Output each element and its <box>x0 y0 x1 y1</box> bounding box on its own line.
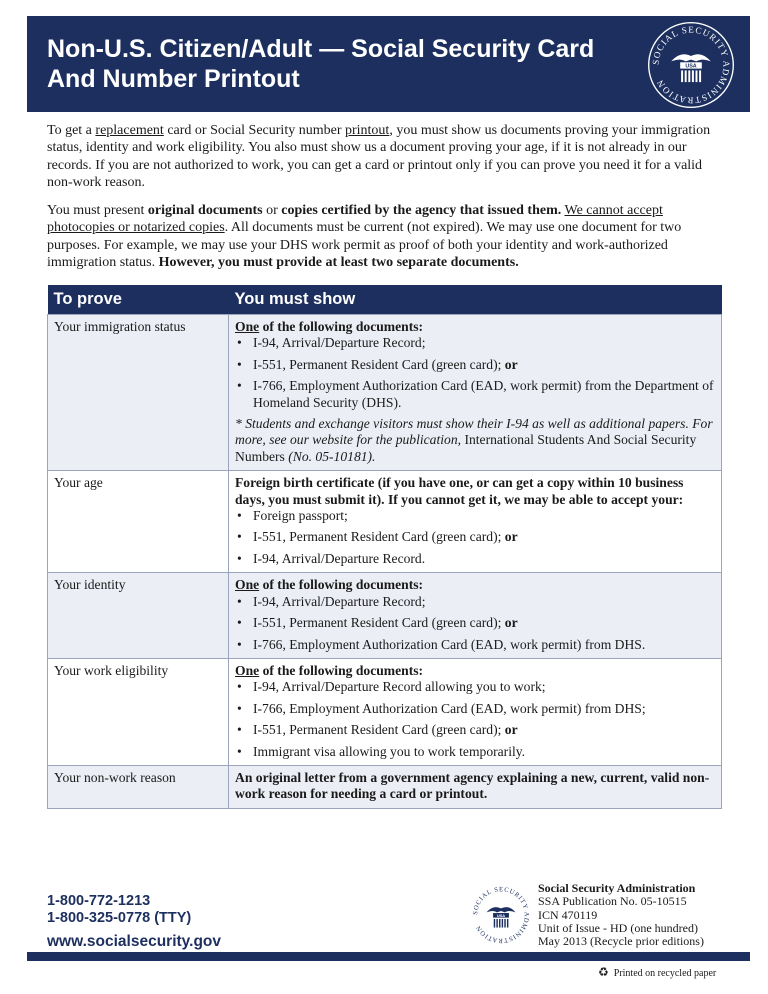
header-banner <box>27 16 750 112</box>
row-label: Your work eligibility <box>48 658 229 765</box>
footer-bar <box>27 952 750 961</box>
table-row-immigration-status <box>48 315 722 471</box>
recycle-icon: ♻ <box>598 965 609 979</box>
list-item: • Foreign passport; <box>235 508 715 524</box>
intro-paragraph-1: To get a replacement card or Social Security number printout, you must show us documents proving your immigration status, identity and work eligibility. You also must show us a document proving your age, if it is not already in our records. If you are not authorized to work, you can get a card or printout only if you can prove you need it for a valid non-work reason. <box>47 123 711 190</box>
list-item: • I-94, Arrival/Departure Record. <box>235 551 715 567</box>
row-label: Your immigration status <box>48 315 229 471</box>
tty-phone-number: 1-800-325-0778 (TTY) <box>47 910 192 926</box>
row-requirements: One of the following documents: • I-94, Arrival/Departure Record; • I-551, Permanent Resident Card (green card); or • I-766, Employment Authorization Card (EAD, work permit) from DHS. <box>229 573 722 659</box>
page-title: Non-U.S. Citizen/Adult — Social Security Card And Number Printout <box>47 35 595 93</box>
ssa-seal-icon <box>646 20 736 110</box>
row-requirements: An original letter from a government agency explaining a new, current, valid non-work reason for needing a card or printout. <box>229 765 722 808</box>
row-label: Your age <box>48 471 229 573</box>
list-item: • I-766, Employment Authorization Card (EAD, work permit) from DHS. <box>235 637 715 653</box>
seal-badge-text: USA <box>685 63 697 70</box>
list-item: • I-94, Arrival/Departure Record; <box>235 594 715 610</box>
row-requirements: Foreign birth certificate (if you have one, or can get a copy within 10 business days, you must submit it). If you cannot get it, we may be able to accept your: • Foreign passport; • I-551, Permanent Resident Card (green card); or • I-94, Arrival/Departure Record. <box>229 471 722 573</box>
table-row-work-eligibility <box>48 658 722 765</box>
document-list <box>235 679 715 760</box>
no-photocopies-notice: We cannot accept photocopies or notarized copies <box>47 203 663 236</box>
student-note: * Students and exchange visitors must show their I-94 as well as additional papers. For more, see our website for the publication, International Students And Social Security Numbers (No. 05-10181). <box>235 416 713 464</box>
row-label: Your identity <box>48 573 229 659</box>
replacement-term: replacement <box>95 123 164 138</box>
row-requirements: One of the following documents: • I-94, Arrival/Departure Record allowing you to work; • I-766, Employment Authorization Card (EAD, work permit) from DHS; • I-551, Permanent Resident Card (green card); or • Immigrant visa allowing you to work temporarily. <box>229 658 722 765</box>
recycled-note: ♻ Printed on recycled paper <box>598 965 717 979</box>
publication-number: SSA Publication No. 05-10515 <box>538 894 687 909</box>
list-item: • I-551, Permanent Resident Card (green card); or <box>235 722 715 738</box>
ssa-seal-small-icon <box>468 882 534 948</box>
publication-title: International Students And Social Security Numbers <box>235 432 697 464</box>
publication-info <box>538 882 704 948</box>
table-row-identity <box>48 573 722 659</box>
column-header-to-prove: To prove <box>48 285 229 315</box>
list-item: • I-766, Employment Authorization Card (EAD, work permit) from DHS; <box>235 701 715 717</box>
column-header-you-must-show: You must show <box>229 285 722 315</box>
row-label: Your non-work reason <box>48 765 229 808</box>
phone-number: 1-800-772-1213 <box>47 893 151 909</box>
two-documents-requirement: However, you must provide at least two separate documents. <box>158 254 519 270</box>
intro-paragraph-2: You must present original documents or copies certified by the agency that issued them. We cannot accept photocopies or notarized copies. All documents must be current (not expired). We may use one document for two purposes. For example, we may use your DHS work permit as proof of both your identity and work-authorized immigration status. However, you must provide at least two separate documents. <box>47 203 682 270</box>
seal-badge-text: USA <box>496 912 506 918</box>
seal-ring-text: SOCIAL SECURITY ADMINISTRATION <box>472 886 530 944</box>
contact-info <box>47 893 221 952</box>
icn-number: ICN 470119 <box>538 907 598 922</box>
list-item: • I-551, Permanent Resident Card (green card); or <box>235 357 715 373</box>
list-item: • I-551, Permanent Resident Card (green card); or <box>235 529 715 545</box>
list-item: • I-766, Employment Authorization Card (EAD, work permit) from the Department of Homeland Security (DHS). <box>235 378 715 411</box>
agency-name: Social Security Administration <box>538 881 696 895</box>
list-item: • I-94, Arrival/Departure Record; <box>235 335 715 351</box>
list-item: • I-94, Arrival/Departure Record allowing you to work; <box>235 679 715 695</box>
document-list <box>235 335 715 411</box>
table-row-non-work-reason <box>48 765 722 808</box>
list-item: • Immigrant visa allowing you to work temporarily. <box>235 744 715 760</box>
requirements-table <box>47 285 722 809</box>
unit-of-issue: Unit of Issue - HD (one hundred) <box>538 920 698 935</box>
table-row-age <box>48 471 722 573</box>
table-header-row <box>48 285 722 315</box>
list-item: • I-551, Permanent Resident Card (green card); or <box>235 615 715 631</box>
document-list <box>235 508 715 567</box>
printout-term: printout <box>344 123 390 138</box>
edition-date: May 2013 (Recycle prior editions) <box>538 934 704 949</box>
seal-ring-text: SOCIAL SECURITY ADMINISTRATION <box>650 24 732 106</box>
website-link[interactable]: www.socialsecurity.gov <box>47 933 222 950</box>
row-requirements: One of the following documents: • I-94, Arrival/Departure Record; • I-551, Permanent Resident Card (green card); or • I-766, Employment Authorization Card (EAD, work permit) from the Department of Homeland Security (DHS). * Students and exchange visitors must show their I-94 as well as additional papers. For more, see our website for the publication, International Students And Social Security Numbers (No. 05-10181). <box>229 315 722 471</box>
document-list <box>235 594 715 653</box>
